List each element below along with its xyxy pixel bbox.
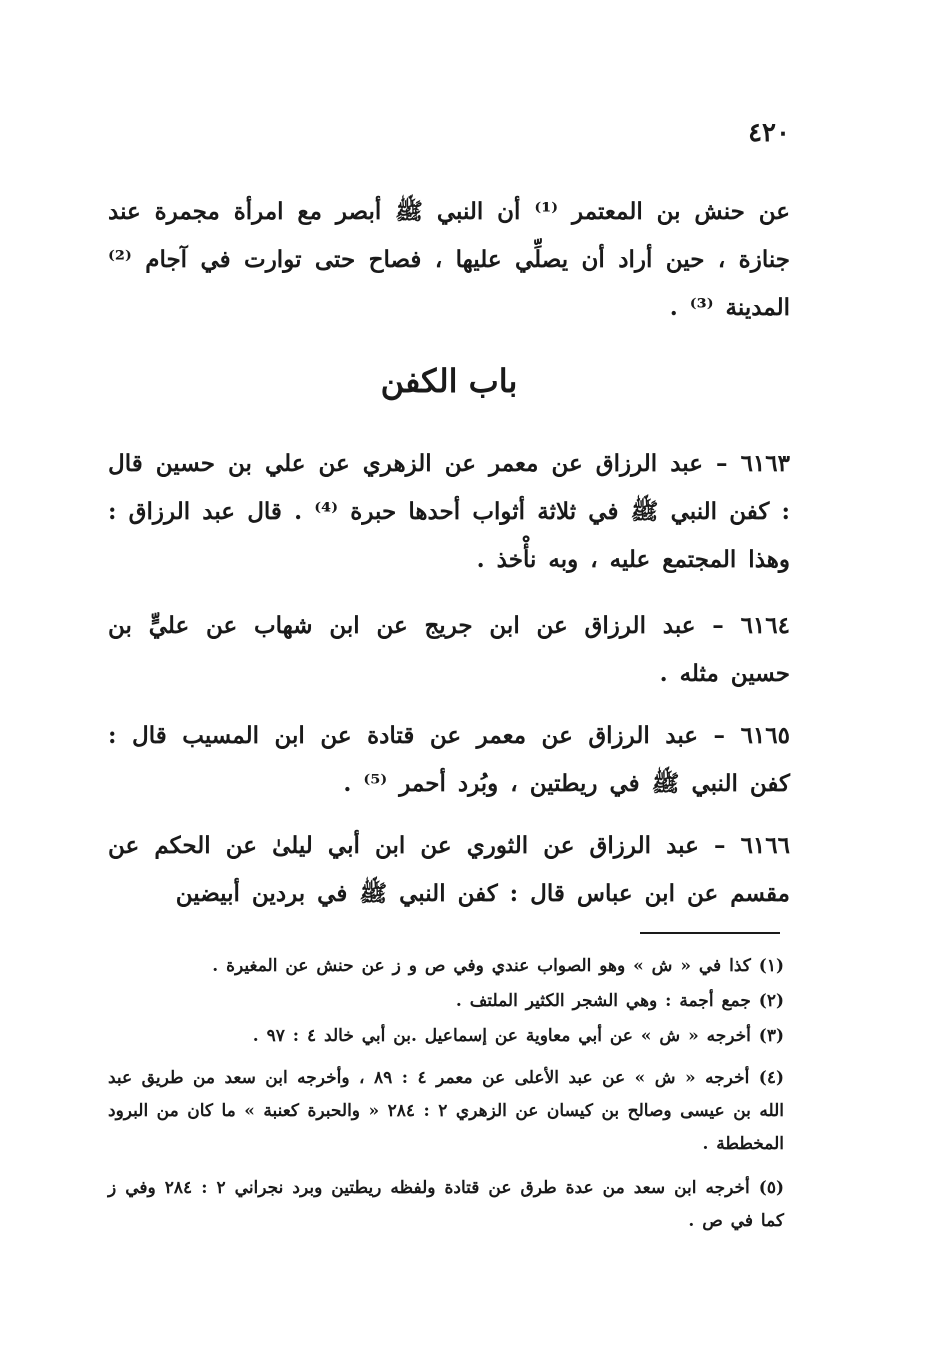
footnote-4: (٤) أخرجه « ش » عن عبد الأعلى عن معمر ٤ : ٨٩ ، وأخرجه ابن سعد من طريق عبد الله بن عيسى وصالح بن كيسان عن الزهري ٢ : ٢٨٤ « والحبرة كعنبة » ما كان من البرود المخططة .	[108, 1068, 784, 1154]
hadith-6165: ٦١٦٥ – عبد الرزاق عن معمر عن قتادة عن ابن المسيب قال : كفن النبي ﷺ في ريطتين ، وبُرد أحمر ⁽⁵⁾ .	[108, 722, 790, 797]
footnote-5: (٥) أخرجه ابن سعد من عدة طرق عن قتادة ولفظه ريطتين وبرد نجراني ٢ : ٢٨٤ وفي ز كما في ص .	[108, 1178, 784, 1231]
hadith-6163: ٦١٦٣ – عبد الرزاق عن معمر عن الزهري عن علي بن حسين قال : كفن النبي ﷺ في ثلاثة أثواب أحدها حبرة ⁽⁴⁾ . قال عبد الرزاق : وهذا المجتمع عليه ، وبه نأْخذ .	[108, 450, 791, 573]
page-number: ٤٢٠	[748, 118, 790, 148]
footnote-1: (١) كذا في « ش » وهو الصواب عندي وفي ص و ز عن حنش عن المغيرة .	[212, 956, 784, 976]
hadith-6164: ٦١٦٤ – عبد الرزاق عن ابن جريج عن ابن شهاب عن عليٍّ بن حسين مثله .	[108, 612, 790, 687]
footnote-3: (٣) أخرجه « ش » عن أبي معاوية عن إسماعيل .بن أبي خالد ٤ : ٩٧ .	[252, 1026, 784, 1046]
footnote-2: (٢) جمع أجمة : وهي الشجر الكثير الملتف .	[455, 991, 784, 1011]
hadith-6166: ٦١٦٦ – عبد الرزاق عن الثوري عن ابن أبي ليلىٰ عن الحكم عن مقسم عن ابن عباس قال : كفن النبي ﷺ في بردين أبيضين	[108, 832, 790, 907]
intro-paragraph: عن حنش بن المعتمر ⁽¹⁾ أن النبي ﷺ أبصر مع امرأة مجمرة عند جنازة ، حين أراد أن يصلِّي عليها ، فصاح حتى توارت في آجام ⁽²⁾ المدينة ⁽³⁾ .	[108, 198, 790, 321]
footnote-divider	[640, 932, 780, 934]
chapter-title: باب الكفن	[380, 362, 518, 400]
